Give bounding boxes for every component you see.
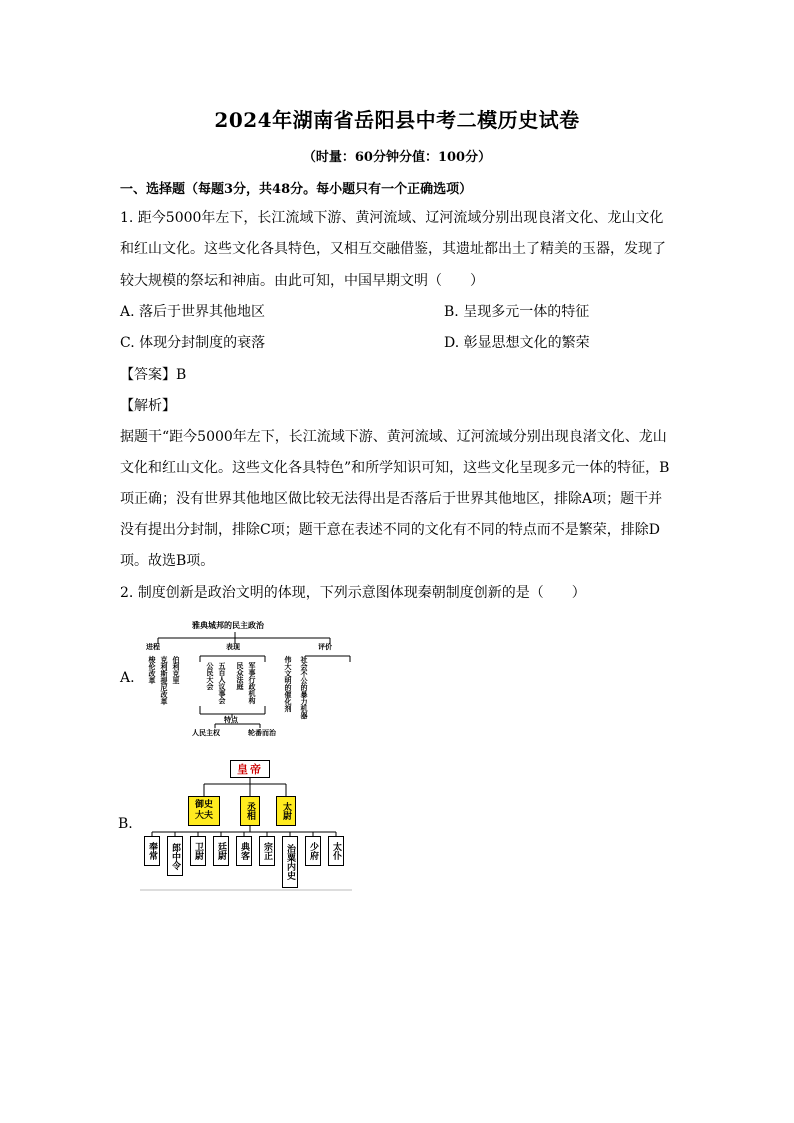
section-heading: 一、选择题（每题3分，共48分。每小题只有一个正确选项） xyxy=(120,182,473,197)
athens-branch-evaluation: 评价 xyxy=(318,642,332,651)
q1-analysis-line-5: 项。故选B项。 xyxy=(120,553,215,569)
q1-option-c: C. 体现分封制度的衰落 xyxy=(120,335,266,351)
qin-central-government-diagram xyxy=(140,756,352,892)
q1-analysis-label: 【解析】 xyxy=(120,398,176,414)
chengxiang-label: 丞相 xyxy=(245,802,255,820)
q1-option-a: A. 落后于世界其他地区 xyxy=(120,304,266,320)
ministry-box-7 xyxy=(282,836,298,888)
athens-process-3: 伯利克里 xyxy=(172,656,181,684)
taiwei-box xyxy=(276,796,296,826)
ministry-box-8 xyxy=(305,836,321,866)
chengxiang-box xyxy=(240,796,260,826)
athens-branch-expression: 表现 xyxy=(226,642,240,651)
ministry-label-1: 奉常 xyxy=(147,842,157,860)
q1-stem-line-1: 1. 距今5000年左下，长江流域下游、黄河流域、辽河流域分别出现良渚文化、龙山文化 xyxy=(120,210,664,226)
athens-feature-1: 人民主权 xyxy=(192,728,220,737)
athens-process-2: 克利斯提尼改革 xyxy=(160,656,169,705)
taiwei-label: 太尉 xyxy=(281,802,291,820)
athens-feature-label: 特点 xyxy=(224,715,238,724)
ministry-box-9 xyxy=(328,836,344,866)
ministry-label-6: 宗正 xyxy=(262,842,272,860)
q1-option-d: D. 彰显思想文化的繁荣 xyxy=(444,335,590,351)
ministry-label-3: 卫尉 xyxy=(193,842,203,860)
q1-analysis-line-4: 没有提出分封制，排除C项；题干意在表述不同的文化有不同的特点而不是繁荣，排除D xyxy=(120,522,660,538)
q2-option-a-label: A. xyxy=(120,670,135,686)
q1-analysis-line-2: 文化和红山文化。这些文化各具特色”和所学知识可知，这些文化呈现多元一体的特征，B xyxy=(120,460,670,476)
ministry-box-3 xyxy=(190,836,206,866)
emperor-box xyxy=(230,760,270,778)
q1-stem-line-2: 和红山文化。这些文化各具特色，又相互交融借鉴，其遗址都出土了精美的玉器，发现了 xyxy=(120,241,666,257)
ministry-box-2 xyxy=(167,836,183,876)
athens-title: 雅典城邦的民主政治 xyxy=(192,620,264,630)
athens-evaluation-1: 伟大文明的催化剂 xyxy=(284,656,293,712)
ministry-box-1 xyxy=(144,836,160,866)
ministry-label-5: 典客 xyxy=(239,842,249,860)
ministry-label-8: 少府 xyxy=(308,842,318,860)
q1-analysis-line-3: 项正确；没有世界其他地区做比较无法得出是否落后于世界其他地区，排除A项；题干并 xyxy=(120,491,663,507)
ministry-label-4: 廷尉 xyxy=(216,842,226,860)
q1-option-b: B. 呈现多元一体的特征 xyxy=(444,304,590,320)
athens-expression-4: 军事行政机构 xyxy=(248,662,257,704)
exam-info: （时量：60分钟分值：100分） xyxy=(302,150,492,165)
q2-option-b-label: B. xyxy=(118,816,133,832)
athens-branch-process: 进程 xyxy=(146,642,160,651)
ministry-box-4 xyxy=(213,836,229,866)
q2-stem: 2. 制度创新是政治文明的体现，下列示意图体现秦朝制度创新的是（ ） xyxy=(120,585,586,601)
emperor-label: 皇帝 xyxy=(237,763,263,776)
page-title: 2024年湖南省岳阳县中考二模历史试卷 xyxy=(214,108,580,132)
ministry-box-6 xyxy=(259,836,275,866)
yushidafu-box xyxy=(188,796,220,826)
athens-feature-2: 轮番而治 xyxy=(248,728,276,737)
athens-process-1: 梭伦改革 xyxy=(148,656,157,684)
athens-evaluation-2: 社会不公的暴力机器 xyxy=(300,656,309,719)
athens-expression-2: 五百人议事会 xyxy=(218,662,227,704)
athens-expression-3: 民众法庭 xyxy=(236,662,245,690)
ministry-label-2: 郎中令 xyxy=(170,842,180,870)
athens-expression-1: 公民大会 xyxy=(206,662,215,690)
ministry-label-9: 太仆 xyxy=(331,842,341,860)
q1-stem-line-3: 较大规模的祭坛和神庙。由此可知，中国早期文明（ ） xyxy=(120,273,484,289)
athens-democracy-diagram xyxy=(140,618,360,742)
q1-answer: 【答案】B xyxy=(120,367,187,383)
yushidafu-label: 御史大夫 xyxy=(194,800,213,821)
ministry-box-5 xyxy=(236,836,252,866)
ministry-label-7: 治粟内史 xyxy=(285,844,295,880)
q1-analysis-line-1: 据题干“距今5000年左下，长江流域下游、黄河流域、辽河流域分别出现良渚文化、龙山 xyxy=(120,429,667,445)
